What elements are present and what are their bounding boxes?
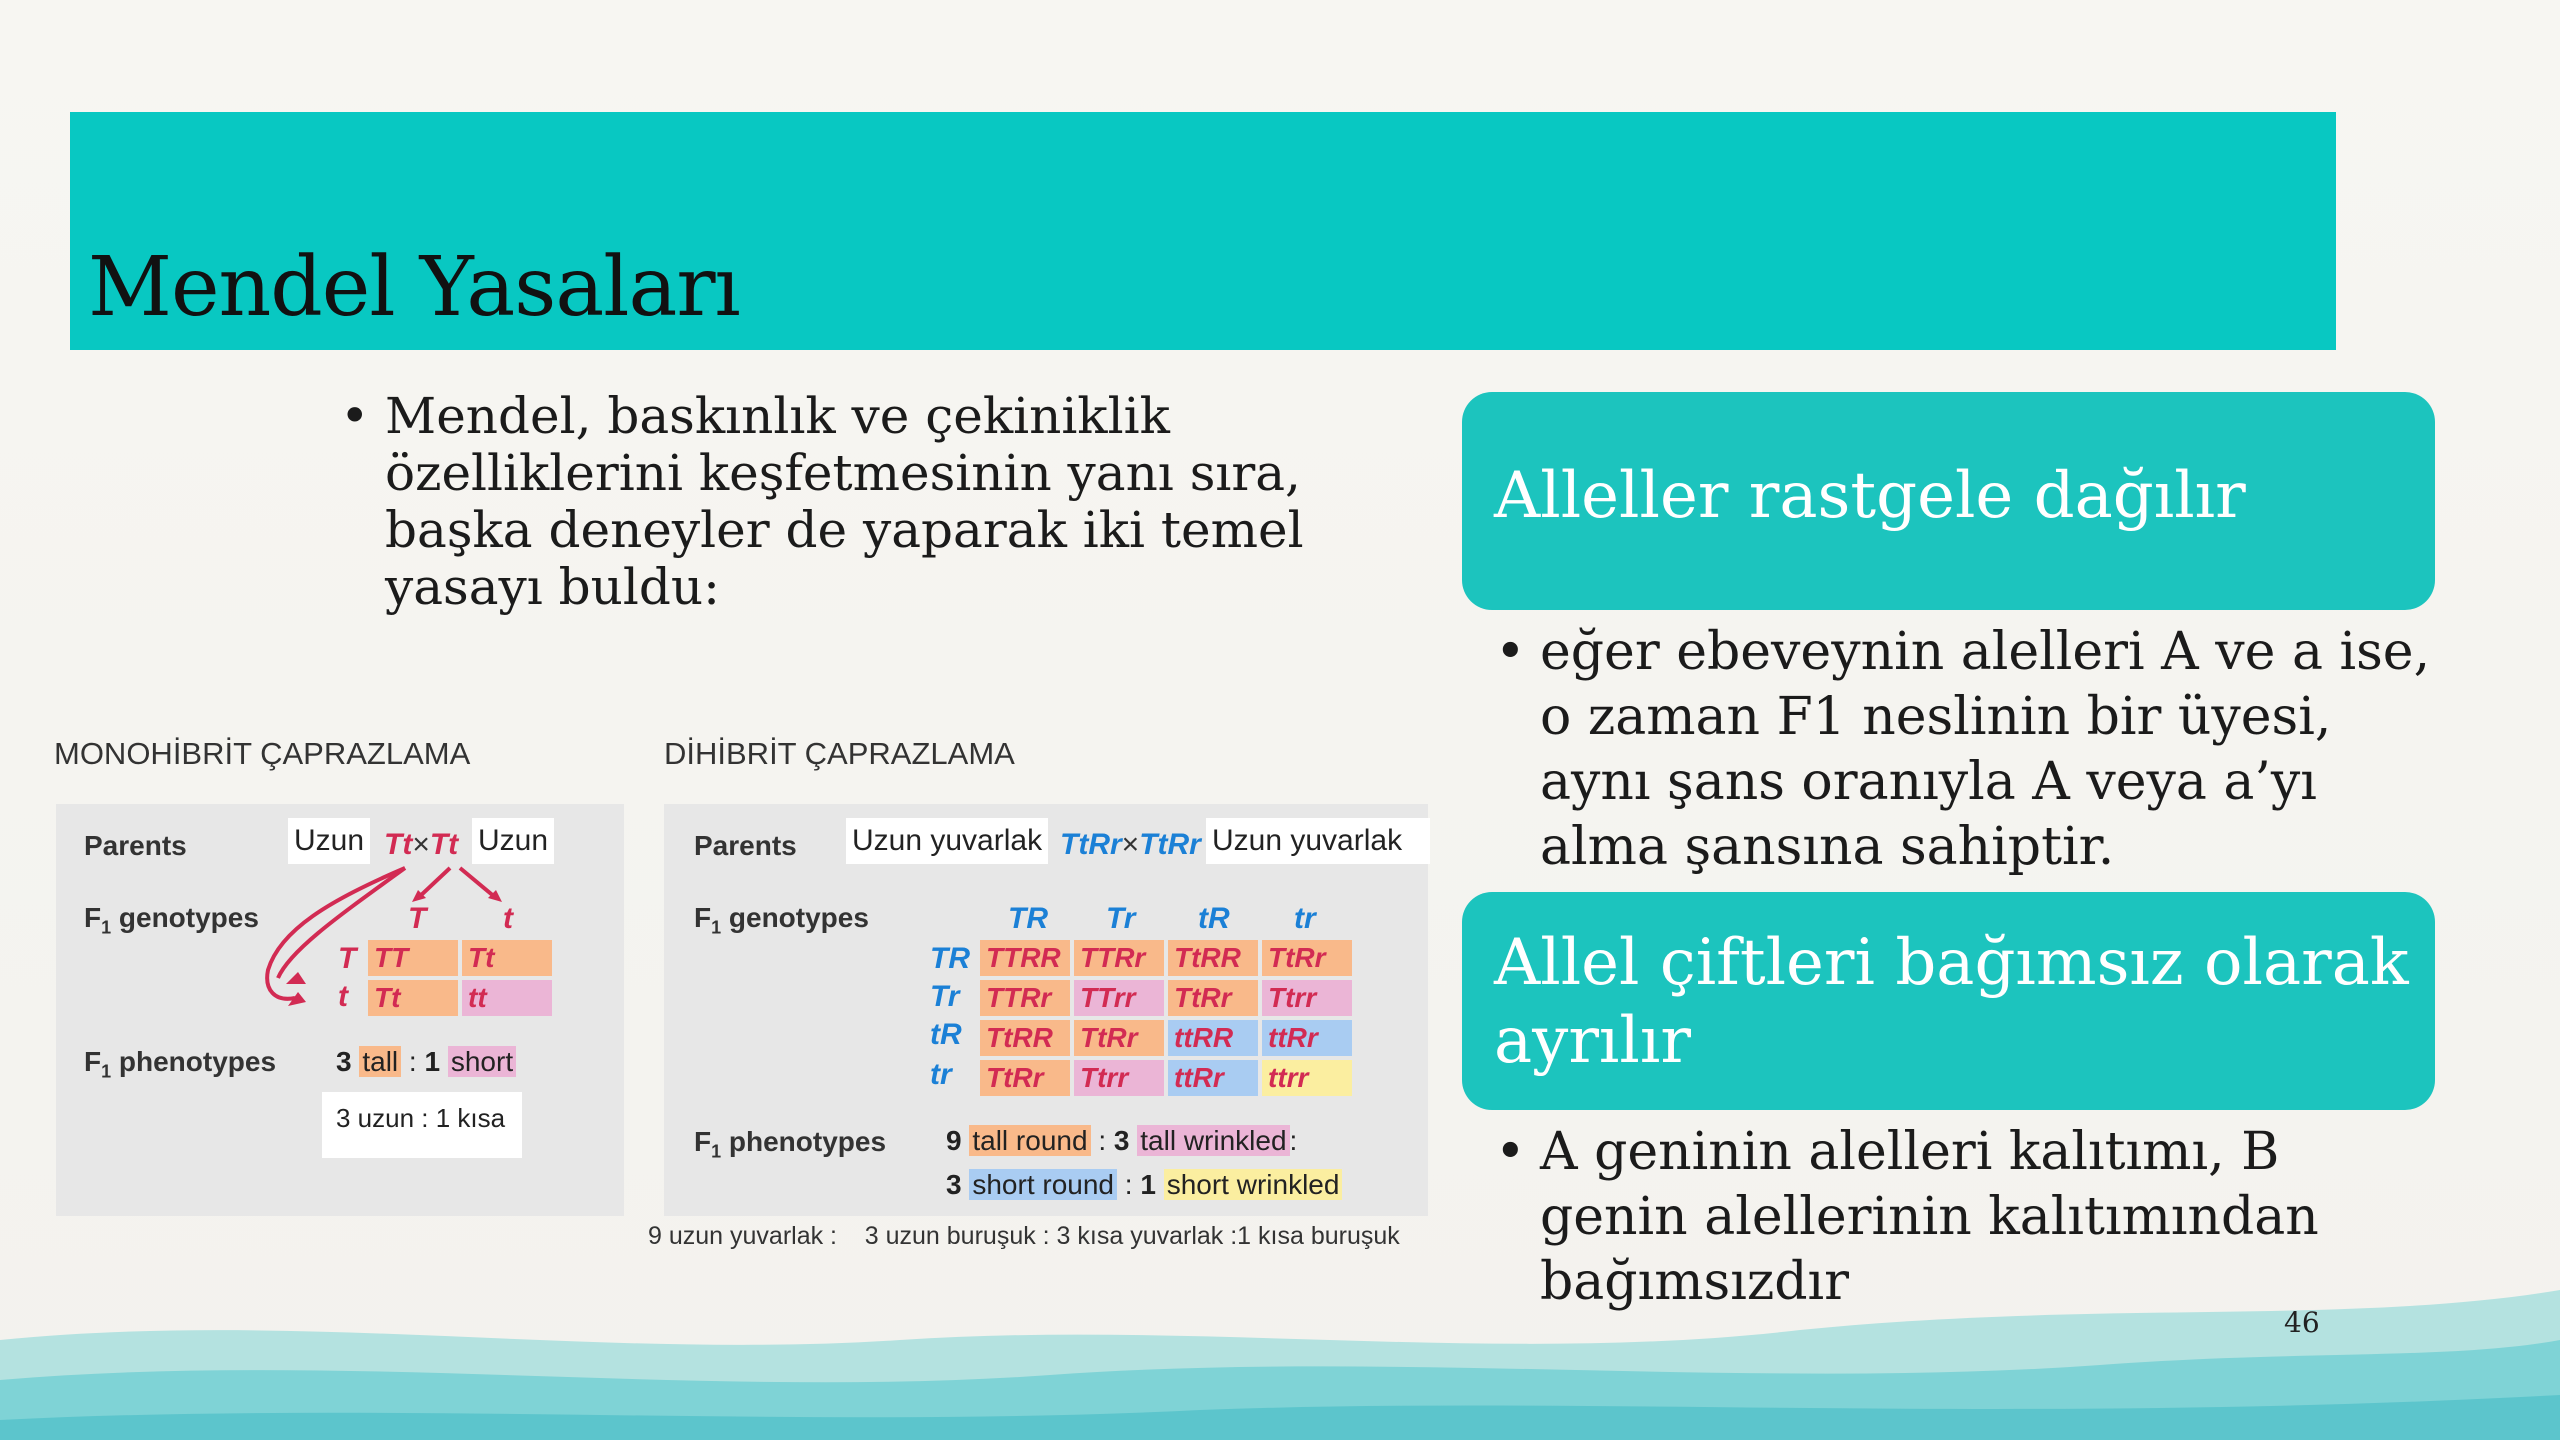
di-gamete-col: tr [1294,902,1316,935]
intro-bullet-text: Mendel, baskınlık ve çekiniklik özelliklerini keşfetmesinin yanı sıra, başka deneyler de yaparak iki temel yasayı buldu: [385,387,1304,616]
mono-parent-right: Uzun [472,818,554,864]
di-gamete-row: tr [930,1058,952,1091]
di-cell: TTRr [1074,940,1164,976]
di-cell: TtRr [1168,980,1258,1016]
di-gamete-col: TR [1008,902,1048,935]
mono-cross: Tt×Tt [384,828,459,861]
di-f1-genotypes-label: $F_1$ genotypes [694,902,869,938]
law-box-independent-assortment [1462,892,2435,1110]
di-gamete-col: tR [1198,902,1230,935]
di-cell: ttRr [1262,1020,1352,1056]
mono-f1-genotypes-label: $F_1$ genotypes [84,902,259,938]
law-box-2-text: Allel çiftleri bağımsız olarak ayrılır [1494,926,2409,1078]
di-cell: ttrr [1262,1060,1352,1096]
di-parent-right: Uzun yuvarlak [1206,818,1430,864]
di-ratio-tr: 9 uzun yuvarlak : 3 uzun buruşuk : 3 kısa yuvarlak :1 kısa buruşuk [648,1222,1400,1250]
di-cell: Ttrr [1074,1060,1164,1096]
di-cell: TtRr [1262,940,1352,976]
law-1-bullet-text: eğer ebeveynin alelleri A ve a ise, o zaman F1 neslinin bir üyesi, aynı şans oranıyla A veya a’yı alma şansına sahiptir. [1540,622,2431,877]
page-number: 46 [2284,1306,2320,1339]
di-gamete-row: TR [930,942,970,975]
di-cell: TtRr [980,1060,1070,1096]
di-phenotype-line-1: 9 tall round : 3 tall wrinkled : [946,1125,1298,1156]
dihybrid-label: DİHİBRİT ÇAPRAZLAMA [664,736,1015,771]
di-f1-phenotypes-label: $F_1$ phenotypes [694,1126,887,1162]
mono-ratio-tr: 3 uzun : 1 kısa [322,1092,522,1158]
di-cell: TtRr [1074,1020,1164,1056]
di-cell: ttRR [1168,1020,1258,1056]
di-cell: TTrr [1074,980,1164,1016]
mono-parents-label: Parents [84,830,187,861]
law-box-random-segregation [1462,392,2435,610]
slide-title: Mendel Yasaları [88,240,740,335]
mono-gamete-row-t: t [338,980,348,1013]
bullet-dot: • [1495,622,1526,682]
di-cell: TtRR [980,1020,1070,1056]
mono-parent-left: Uzun [288,818,370,864]
law-box-1-text: Alleller rastgele dağılır [1494,459,2246,533]
di-cell: TTRr [980,980,1070,1016]
di-cell: TTRR [980,940,1070,976]
mono-cell: TT [368,940,458,976]
law-2-bullet-text: A geninin alelleri kalıtımı, B genin alellerinin kalıtımından bağımsızdır [1540,1122,2319,1312]
di-phenotype-line-2: 3 short round : 1 short wrinkled [946,1168,1342,1202]
bullet-dot: • [1495,1122,1526,1182]
di-gamete-row: Tr [930,980,960,1013]
mono-cell: tt [462,980,552,1016]
di-parents-label: Parents [694,830,797,861]
bullet-dot: • [340,387,370,445]
di-cell: Ttrr [1262,980,1352,1016]
di-parent-left: Uzun yuvarlak [846,818,1048,864]
di-cell: TtRR [1168,940,1258,976]
di-gamete-row: tR [930,1018,962,1051]
di-cross: TtRr×TtRr [1060,828,1201,861]
di-gamete-col: Tr [1106,902,1136,935]
mono-gamete-col-t: t [503,902,513,935]
mono-cell: Tt [462,940,552,976]
mono-phenotype-ratio: 3 tall : 1 short [336,1045,516,1079]
mono-f1-phenotypes-label: $F_1$ phenotypes [84,1046,277,1082]
mono-gamete-col-T: T [408,902,427,935]
mono-cell: Tt [368,980,458,1016]
mono-gamete-row-T: T [338,942,357,975]
monohybrid-label: MONOHİBRİT ÇAPRAZLAMA [54,736,471,771]
di-cell: ttRr [1168,1060,1258,1096]
